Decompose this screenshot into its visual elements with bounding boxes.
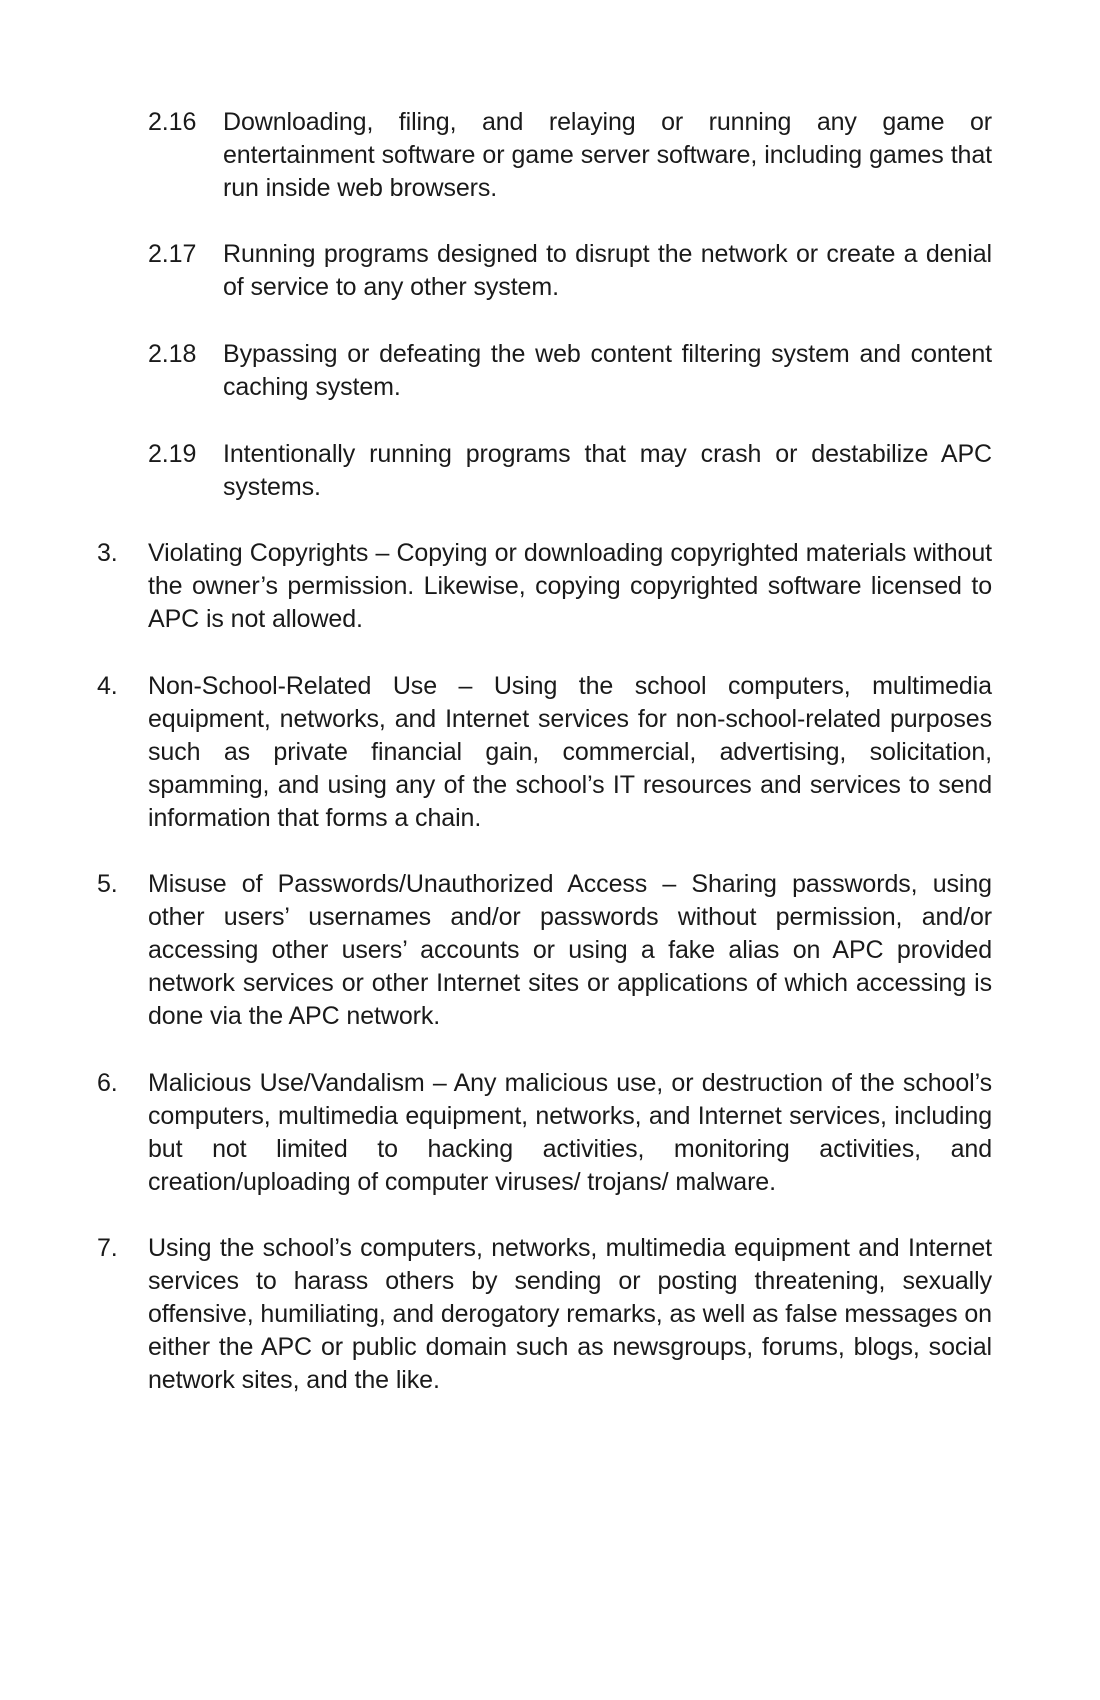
list-item-7	[97, 1232, 992, 1397]
item-number: 7.	[97, 1234, 118, 1262]
list-item-6	[97, 1067, 992, 1199]
item-number: 5.	[97, 870, 118, 898]
item-text: Bypassing or defeating the web content filtering system and content caching system.	[223, 340, 992, 401]
list-item-3	[97, 537, 992, 636]
list-item-2-17	[148, 238, 992, 304]
item-number: 2.19	[148, 440, 197, 468]
list-item-2-19	[148, 438, 992, 504]
item-number: 3.	[97, 539, 118, 567]
list-item-2-16	[148, 106, 992, 205]
item-text: Running programs designed to disrupt the network or create a denial of service to any other system.	[223, 240, 992, 301]
list-item-4	[97, 670, 992, 835]
item-number: 2.18	[148, 340, 197, 368]
list-item-5	[97, 868, 992, 1033]
item-text: Downloading, filing, and relaying or running any game or entertainment software or game server software, including games that run inside web browsers.	[223, 108, 992, 202]
item-number: 2.17	[148, 240, 197, 268]
item-number: 2.16	[148, 108, 197, 136]
item-text: Violating Copyrights – Copying or downloading copyrighted materials without the owner’s permission. Likewise, copying copyrighted software licensed to APC is not allowed.	[148, 539, 992, 633]
item-text: Using the school’s computers, networks, multimedia equipment and Internet services to harass others by sending or posting threatening, sexually offensive, humiliating, and derogatory remarks, as well as false messages on either the APC or public domain such as newsgroups, forums, blogs, social network sites, and the like.	[148, 1234, 992, 1394]
item-text: Malicious Use/Vandalism – Any malicious use, or destruction of the school’s computers, multimedia equipment, networks, and Internet services, including but not limited to hacking activities, monitoring activities, and creation/uploading of computer viruses/ trojans/ malware.	[148, 1069, 992, 1196]
item-text: Misuse of Passwords/Unauthorized Access – Sharing passwords, using other users’ usernames and/or passwords without permission, and/or accessing other users’ accounts or using a fake alias on APC provided network services or other Internet sites or applications of which accessing is done via the APC network.	[148, 870, 992, 1030]
item-text: Non-School-Related Use – Using the school computers, multimedia equipment, networks, and Internet services for non-school-related purposes such as private financial gain, commercial, advertising, solicitation, spamming, and using any of the school’s IT resources and services to send information that forms a chain.	[148, 672, 992, 832]
list-item-2-18	[148, 338, 992, 404]
item-number: 6.	[97, 1069, 118, 1097]
item-text: Intentionally running programs that may crash or destabilize APC systems.	[223, 440, 992, 501]
item-number: 4.	[97, 672, 118, 700]
